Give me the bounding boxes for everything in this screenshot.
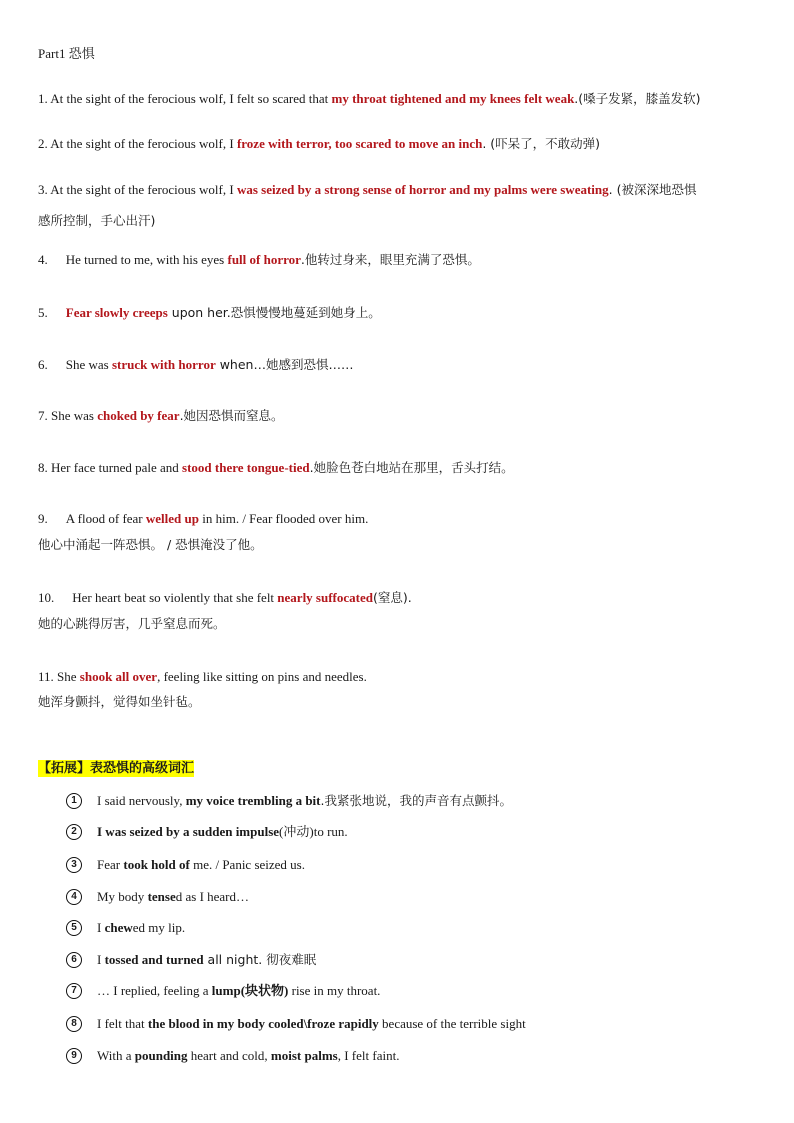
extension-item: I said nervously, my voice trembling a bit.我紧张地说，我的声音有点颤抖。	[97, 793, 512, 808]
circled-number: 9	[66, 1048, 82, 1064]
extension-item: I tossed and turned all night. 彻夜难眠	[97, 952, 317, 967]
circled-number: 7	[66, 983, 82, 999]
extension-item: My body tensed as I heard…	[97, 889, 250, 904]
list-item: 6. She was struck with horror when…她感到恐惧……	[38, 357, 354, 372]
circled-number: 5	[66, 920, 82, 936]
circled-number: 1	[66, 793, 82, 809]
extension-item: I felt that the blood in my body cooled\froze rapidly because of the terrible sight	[97, 1016, 526, 1031]
list-item-continued: 感所控制，手心出汗)	[38, 213, 156, 228]
list-item: 3. At the sight of the ferocious wolf, I was seized by a strong sense of horror and my palms were sweating. (被深深地恐惧	[38, 182, 697, 197]
list-item: 11. She shook all over, feeling like sitting on pins and needles.	[38, 669, 367, 684]
list-item-continued: 她的心跳得厉害，几乎窒息而死。	[38, 616, 226, 631]
list-item-continued: 他心中涌起一阵恐惧。 / 恐惧淹没了他。	[38, 537, 263, 552]
extension-item: With a pounding heart and cold, moist palms, I felt faint.	[97, 1048, 400, 1063]
list-item: 10. Her heart beat so violently that she felt nearly suffocated(窒息).	[38, 590, 412, 605]
circled-number: 8	[66, 1016, 82, 1032]
list-item: 2. At the sight of the ferocious wolf, I froze with terror, too scared to move an inch. (吓呆了，不敢动弹)	[38, 136, 601, 151]
list-item: 8. Her face turned pale and stood there tongue-tied.她脸色苍白地站在那里，舌头打结。	[38, 460, 514, 475]
extension-item: I was seized by a sudden impulse(冲动)to run.	[97, 824, 348, 839]
list-item: 1. At the sight of the ferocious wolf, I felt so scared that my throat tightened and my knees felt weak.(嗓子发紧，膝盖发软)	[38, 91, 701, 106]
list-item: 5. Fear slowly creeps upon her.恐惧慢慢地蔓延到她身上。	[38, 305, 381, 320]
list-item: 4. He turned to me, with his eyes full of horror.他转过身来，眼里充满了恐惧。	[38, 252, 480, 267]
list-item: 7. She was choked by fear.她因恐惧而窒息。	[38, 408, 284, 423]
list-item-continued: 她浑身颤抖，觉得如坐针毡。	[38, 694, 201, 709]
circled-number: 2	[66, 824, 82, 840]
circled-number: 3	[66, 857, 82, 873]
extension-item: … I replied, feeling a lump(块状物) rise in my throat.	[97, 983, 381, 998]
extension-item: I chewed my lip.	[97, 920, 186, 935]
circled-number: 6	[66, 952, 82, 968]
list-item: 9. A flood of fear welled up in him. / Fear flooded over him.	[38, 511, 369, 526]
circled-number: 4	[66, 889, 82, 905]
part-title: Part1 恐惧	[38, 46, 95, 61]
extension-title: 【拓展】表恐惧的高级词汇	[38, 761, 195, 776]
extension-item: Fear took hold of me. / Panic seized us.	[97, 857, 305, 872]
